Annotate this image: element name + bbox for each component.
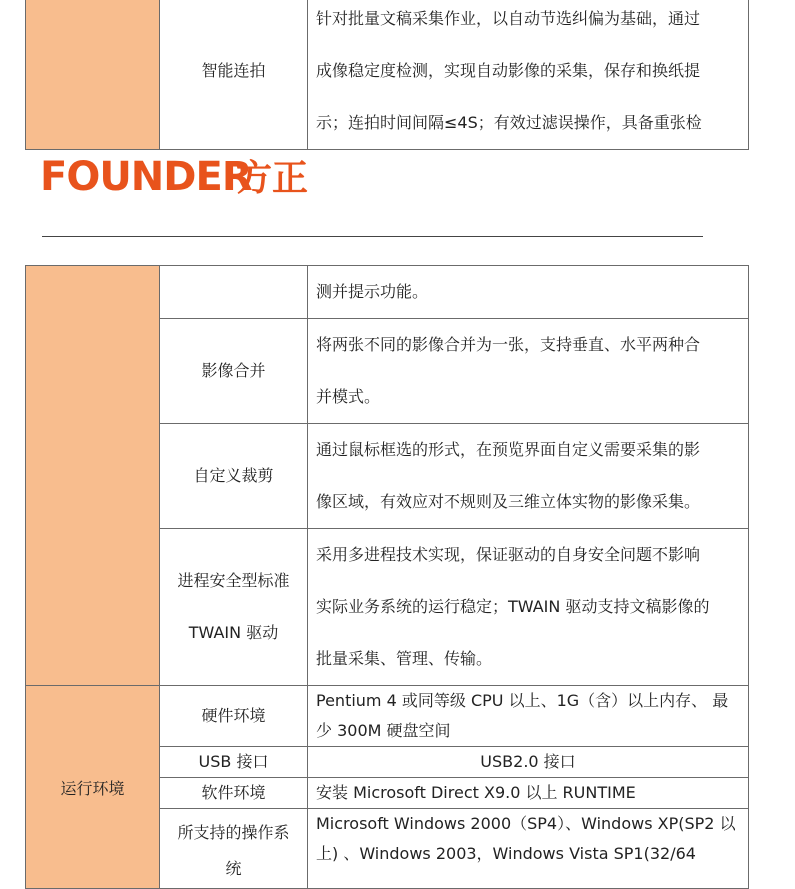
table-row [26, 266, 749, 319]
description-line: 成像稳定度检测，实现自动影像的采集，保存和换纸提 [316, 61, 701, 80]
feature-cell: 硬件环境 [160, 686, 308, 747]
feature-line: 进程安全型标准 [177, 571, 290, 590]
feature-cell: USB 接口 [160, 747, 308, 778]
category-cell: 运行环境 [26, 686, 160, 889]
description-cell [308, 424, 749, 529]
description-cell [308, 319, 749, 424]
founder-logo [40, 152, 320, 200]
category-cell [26, 0, 160, 150]
feature-line: 所支持的操作系 [177, 823, 290, 842]
description-line: 针对批量文稿采集作业，以自动节选纠偏为基础，通过 [316, 9, 701, 28]
description-cell [308, 686, 749, 747]
feature-cell: 影像合并 [160, 319, 308, 424]
description-line: Microsoft Windows 2000（SP4）、Windows XP(SP2 [316, 814, 715, 833]
description-line: 以上) 、Windows 2003，Windows Vista SP1(32/64 [316, 814, 736, 863]
description-cell: 测并提示功能。 [308, 266, 749, 319]
description-line: 通过鼠标框选的形式，在预览界面自定义需要采集的影 [316, 440, 701, 459]
description-line: 示；连拍时间间隔≤4S；有效过滤误操作，具备重张检 [316, 113, 702, 132]
spec-table-top [25, 0, 749, 150]
spec-table-bottom [25, 265, 749, 889]
header-rule [42, 236, 703, 237]
feature-cell: 智能连拍 [160, 0, 308, 150]
description-cell [308, 809, 749, 889]
description-line: 实际业务系统的运行稳定；TWAIN 驱动支持文稿影像的 [316, 597, 710, 616]
description-line: 采用多进程技术实现，保证驱动的自身安全问题不影响 [316, 545, 701, 564]
description-cell: 安装 Microsoft Direct X9.0 以上 RUNTIME [308, 778, 749, 809]
feature-cell [160, 809, 308, 889]
logo-text-latin: FOUNDER [40, 154, 252, 200]
description-cell [308, 0, 749, 150]
feature-cell: 自定义裁剪 [160, 424, 308, 529]
description-cell [308, 529, 749, 686]
feature-line: TWAIN 驱动 [188, 623, 279, 642]
feature-line: 统 [225, 859, 242, 878]
feature-cell [160, 529, 308, 686]
feature-cell: 软件环境 [160, 778, 308, 809]
description-cell: USB2.0 接口 [308, 747, 749, 778]
logo-text-cn: 方正 [236, 158, 309, 199]
description-line: 将两张不同的影像合并为一张，支持垂直、水平两种合 [316, 335, 701, 354]
description-line: 并模式。 [316, 387, 381, 406]
description-line: Pentium 4 或同等级 CPU 以上、1G（含）以上内存、 [316, 691, 708, 710]
description-line: 像区域，有效应对不规则及三维立体实物的影像采集。 [316, 492, 701, 511]
feature-cell [160, 266, 308, 319]
table-row [26, 686, 749, 747]
category-cell [26, 266, 160, 686]
table-row [26, 0, 749, 150]
description-line: 批量采集、管理、传输。 [316, 649, 493, 668]
description-line: 最少 300M 硬盘空间 [316, 691, 729, 740]
